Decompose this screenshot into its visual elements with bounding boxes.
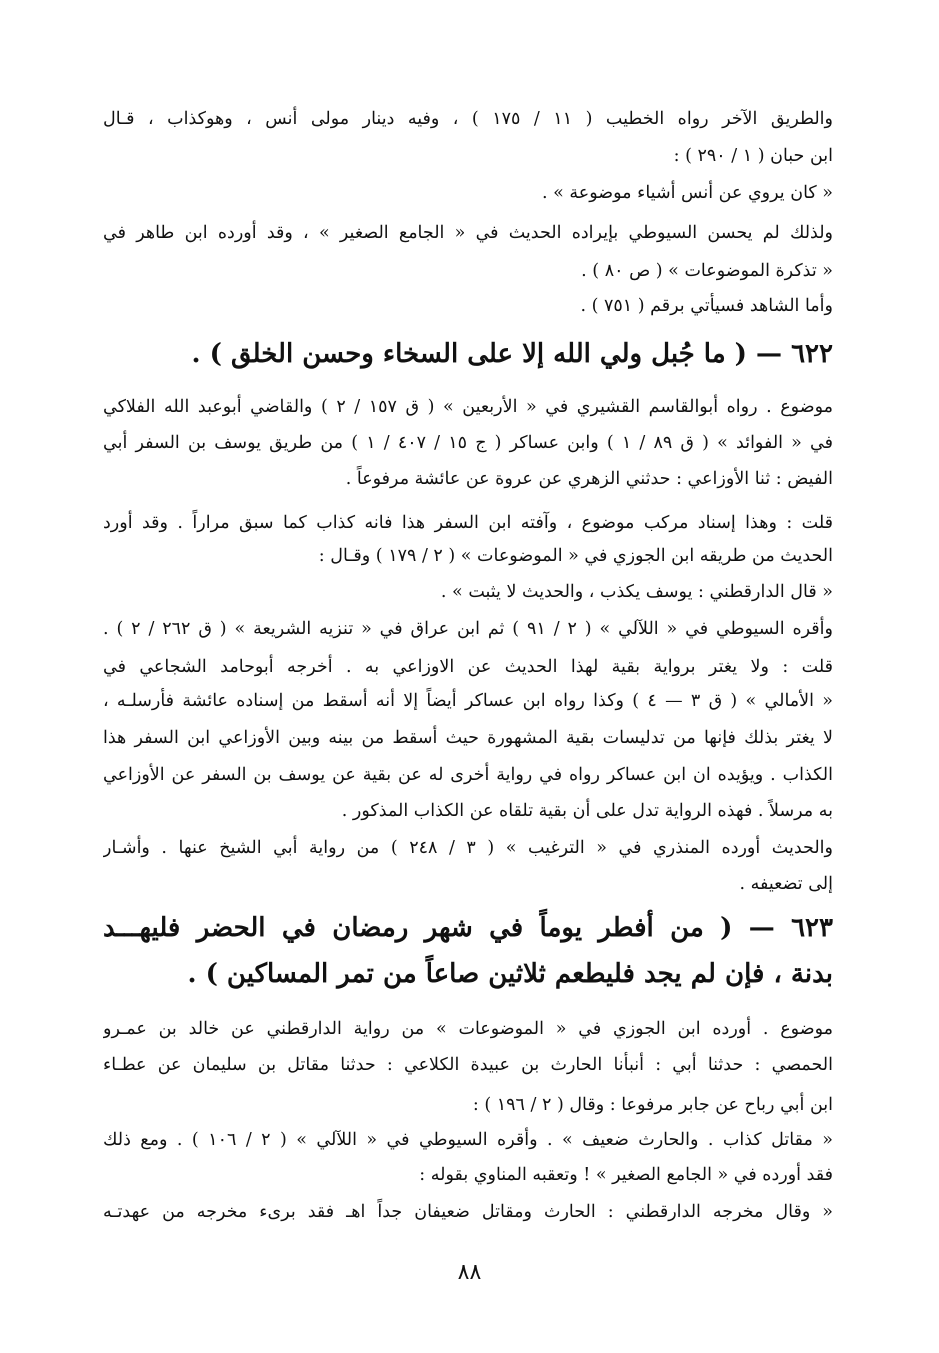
text-line: فقد أورده في « الجامع الصغير » ! وتعقبه المناوي بقوله : (419, 1165, 833, 1185)
text-line: « وقال مخرجه الدارقطني : الحارث ومقاتل ضعيفان جداً اهـ فقد برىء مخرجه من عهدتـه (103, 1202, 833, 1222)
text-line: الحديث من طريقه ابن الجوزي في « الموضوعات » ( ٢ / ١٧٩ ) وقـال : (318, 546, 833, 566)
text-line: في « الفوائد » ( ق ٨٩ / ١ ) وابن عساكر ( ج ١٥ / ٤٠٧ / ١ ) من طريق يوسف بن السفر أبي (103, 433, 833, 453)
page-number: ٨٨ (457, 1260, 482, 1285)
text-line: موضوع . أورده ابن الجوزي في « الموضوعات » من رواية الدارقطني عن خالد بن عمـرو (103, 1019, 833, 1039)
text-line: الفيض : ثنا الأوزاعي : حدثني الزهري عن عروة عن عائشة مرفوعاً . (345, 469, 833, 489)
hadith-heading-623: ٦٢٣ — ( من أفطر يوماً في شهر رمضان في الحضر فليهـــد (103, 913, 833, 943)
text-line: وأقره السيوطي في « اللآلي » ( ٢ / ٩١ ) ثم ابن عراق في « تنزيه الشريعة » ( ق ٢٦٢ / ٢ ) . (103, 619, 833, 639)
hadith-heading-622: ٦٢٢ — ( ما جُبل ولي الله إلا على السخاء وحسن الخلق ) . (191, 339, 833, 369)
text-line: الحمصي : حدثنا أبي : أنبأنا الحارث بن عبيدة الكلاعي : حدثنا مقاتل بن سليمان عن عطـاء (103, 1055, 833, 1075)
text-line: موضوع . رواه أبوالقاسم القشيري في « الأربعين » ( ق ١٥٧ / ٢ ) والقاضي أبوعبد الله الفلاكي (103, 397, 833, 417)
text-line: لا يغتر بذلك فإنها من تدليسات بقية المشهورة حيث أسقط من بينه وبين الأوزاعي ابن السفر هذا (103, 728, 833, 748)
text-line: ولذلك لم يحسن السيوطي بإيراده الحديث في « الجامع الصغير » ، وقد أورده ابن طاهر في (103, 223, 833, 243)
text-line: قلت : ولا يغتر برواية بقية لهذا الحديث عن الاوزاعي به . أخرجه أبوحامد الشجاعي في (103, 657, 833, 677)
text-line: « الأمالي » ( ق ٣ — ٤ ) وكذا رواه ابن عساكر أيضاً إلا أنه أسقط من إسناده عائشة فأرسلـه ، (103, 691, 833, 711)
text-line: ابن حبان ( ١ / ٢٩٠ ) : (673, 146, 833, 166)
text-line: والحديث أورده المنذري في « الترغيب » ( ٣ / ٢٤٨ ) من رواية أبي الشيخ عنها . وأشـار (103, 838, 833, 858)
text-line: « مقاتل كذاب . والحارث ضعيف » . وأقره السيوطي في « اللآلي » ( ٢ / ١٠٦ ) . ومع ذلك (103, 1130, 833, 1150)
text-line: قلت : وهذا إسناد مركب موضوع ، وآفته ابن السفر هذا فانه كذاب كما سبق مراراً . وقد أورد (103, 513, 833, 533)
text-line: والطريق الآخر رواه الخطيب ( ١١ / ١٧٥ ) ، وفيه دينار مولى أنس ، وهوكذاب ، قـال (103, 109, 833, 129)
text-line: وأما الشاهد فسيأتي برقم ( ٧٥١ ) . (580, 296, 833, 316)
text-line: به مرسلاً . فهذه الرواية تدل على أن بقية تلقاه عن الكذاب المذكور . (341, 801, 833, 821)
text-line: الكذاب . ويؤيده ان ابن عساكر رواه في رواية أخرى له عن بقية عن يوسف بن السفر عن الأوزاعي (103, 765, 833, 785)
text-line: ابن أبي رباح عن جابر مرفوعا : وقال ( ٢ / ١٩٦ ) : (472, 1095, 833, 1115)
text-line: « قال الدارقطني : يوسف يكذب ، والحديث لا يثبت » . (440, 582, 833, 602)
text-line: « كان يروي عن أنس أشياء موضوعة » . (542, 183, 833, 203)
text-line: إلى تضعيفه . (739, 874, 833, 894)
text-line: « تذكرة الموضوعات » ( ص ٨٠ ) . (581, 261, 833, 281)
hadith-heading-623-continued: بدنة ، فإن لم يجد فليطعم ثلاثين صاعاً من تمر المساكين ) . (187, 959, 833, 989)
